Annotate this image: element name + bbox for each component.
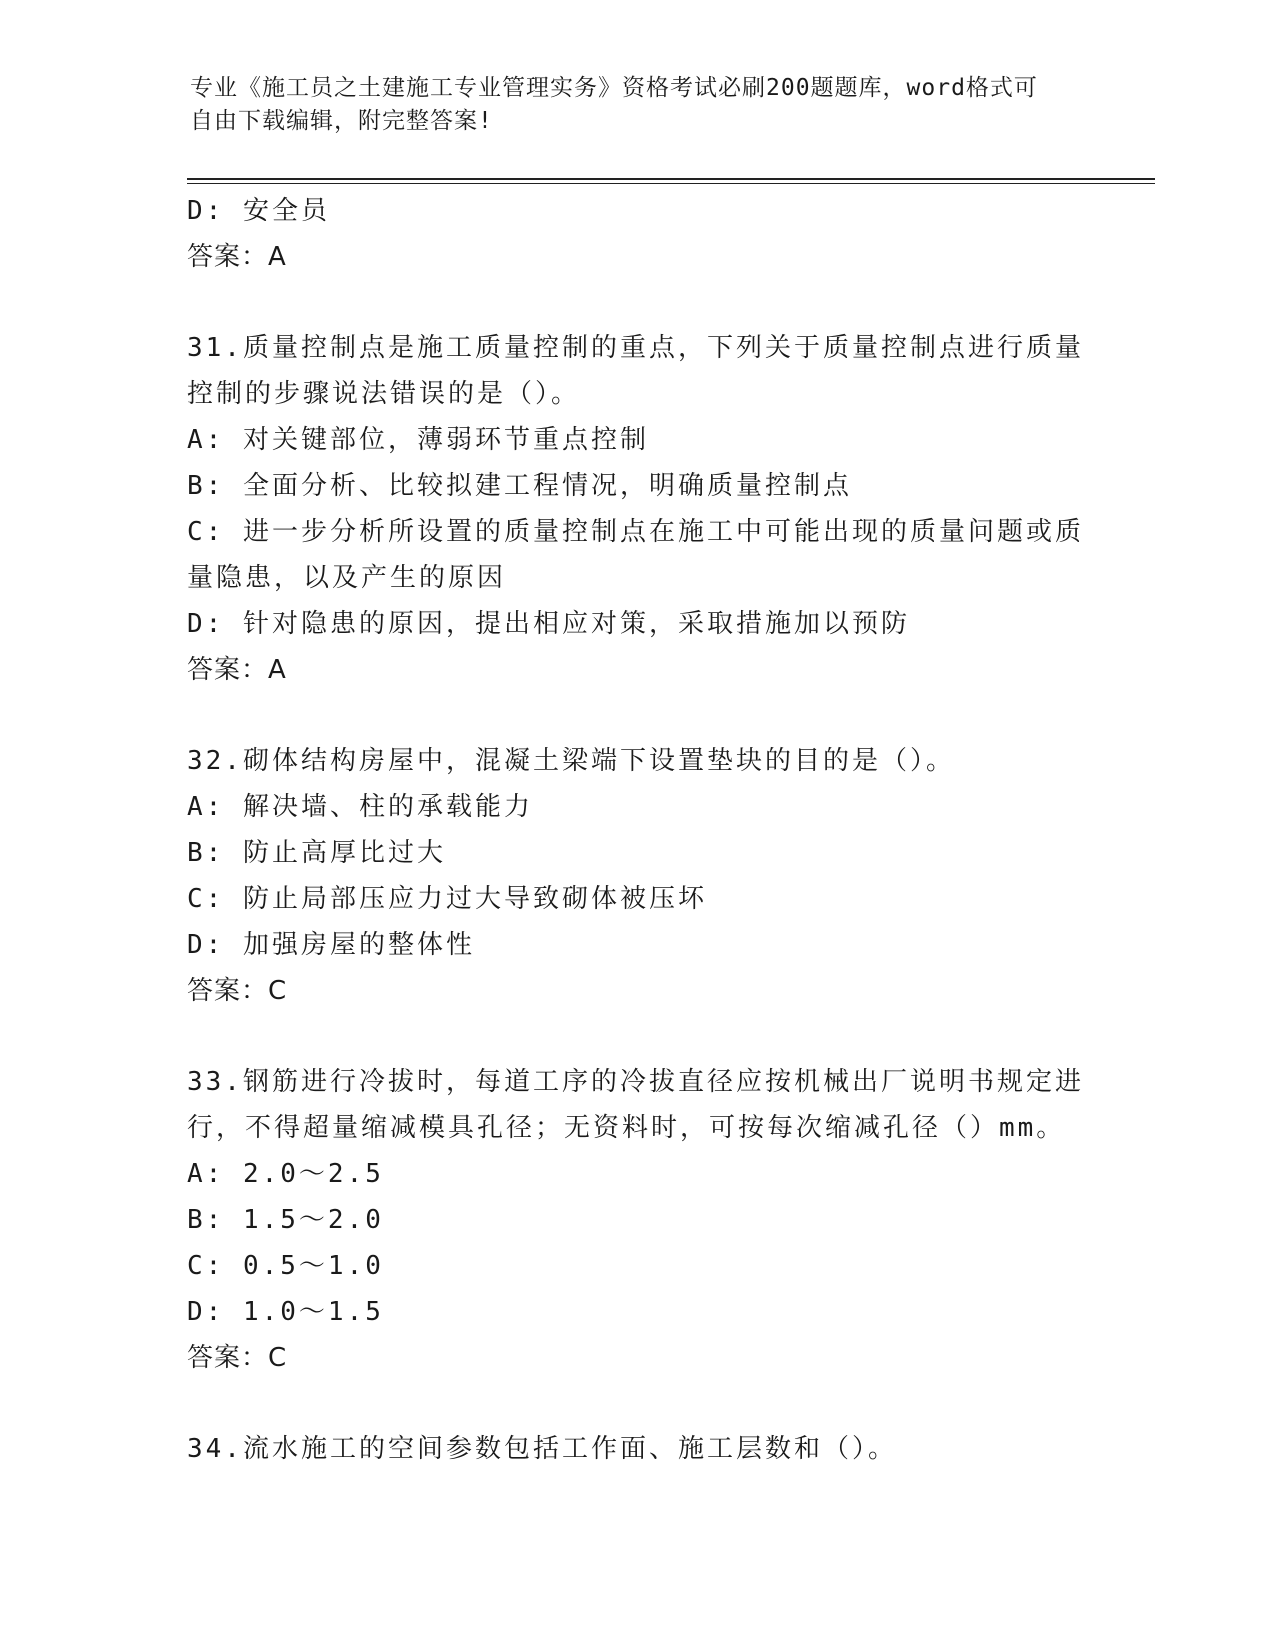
option-a: A: 2.0～2.5: [187, 1159, 384, 1189]
document-header: [190, 72, 1070, 138]
option-b: B: 全面分析、比较拟建工程情况，明确质量控制点: [187, 471, 852, 501]
question-stem: 31.质量控制点是施工质量控制的重点，下列关于质量控制点进行质量: [187, 333, 1084, 363]
question-30-tail: [187, 188, 1087, 280]
header-divider-thin: [187, 183, 1155, 184]
question-stem: 34.流水施工的空间参数包括工作面、施工层数和（）。: [187, 1434, 897, 1464]
option-b: B: 防止高厚比过大: [187, 838, 446, 868]
question-list: [187, 188, 1087, 1472]
header-line-2: 自由下载编辑，附完整答案!: [190, 108, 493, 134]
option-d: D: 1.0～1.5: [187, 1297, 384, 1327]
question-34: [187, 1426, 1087, 1472]
header-line-1: 专业《施工员之土建施工专业管理实务》资格考试必刷200题题库，word格式可: [190, 75, 1038, 101]
answer: 答案：A: [187, 655, 287, 685]
option-a: A: 对关键部位，薄弱环节重点控制: [187, 425, 649, 455]
question-stem: 32.砌体结构房屋中，混凝土梁端下设置垫块的目的是（）。: [187, 746, 955, 776]
option-d: D: 加强房屋的整体性: [187, 930, 475, 960]
question-stem-cont: 行，不得超量缩减模具孔径；无资料时，可按每次缩减孔径（）mm。: [187, 1113, 1066, 1143]
option-b: B: 1.5～2.0: [187, 1205, 384, 1235]
question-32: [187, 738, 1087, 1014]
option-d: D: 安全员: [187, 196, 330, 226]
option-d: D: 针对隐患的原因，提出相应对策，采取措施加以预防: [187, 609, 910, 639]
option-c-cont: 量隐患，以及产生的原因: [187, 563, 507, 593]
option-c: C: 防止局部压应力过大导致砌体被压坏: [187, 884, 707, 914]
option-c: C: 进一步分析所设置的质量控制点在施工中可能出现的质量问题或质: [187, 517, 1084, 547]
option-c: C: 0.5～1.0: [187, 1251, 384, 1281]
question-31: [187, 325, 1087, 693]
question-33: [187, 1059, 1087, 1381]
answer: 答案：C: [187, 976, 288, 1006]
option-a: A: 解决墙、柱的承载能力: [187, 792, 533, 822]
answer: 答案：C: [187, 1343, 288, 1373]
question-stem: 33.钢筋进行冷拔时，每道工序的冷拔直径应按机械出厂说明书规定进: [187, 1067, 1084, 1097]
question-stem-cont: 控制的步骤说法错误的是（）。: [187, 379, 581, 409]
header-divider: [187, 178, 1155, 180]
answer: 答案：A: [187, 242, 287, 272]
